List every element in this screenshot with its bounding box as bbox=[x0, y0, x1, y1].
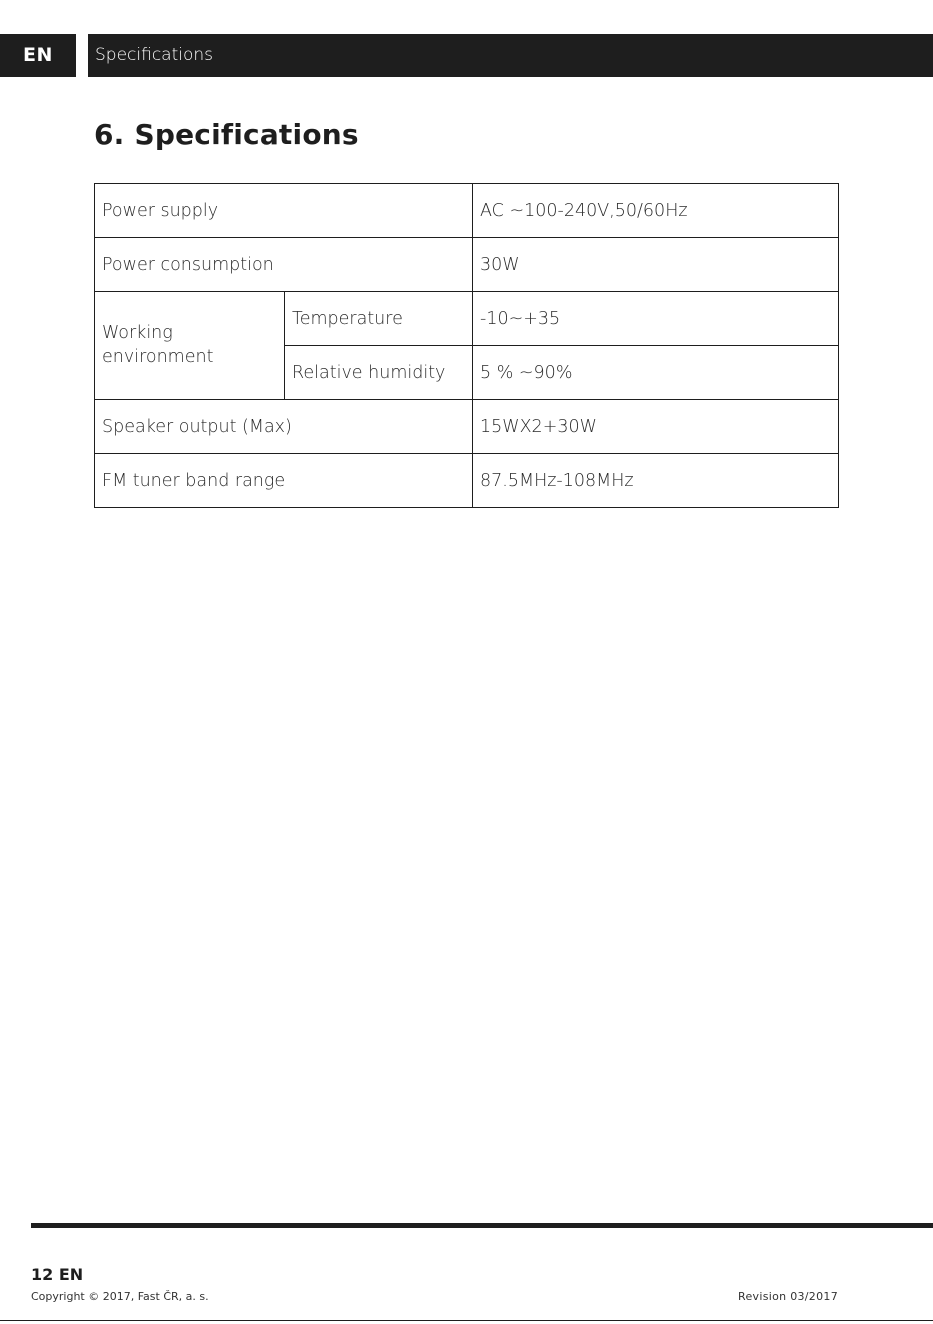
footer-divider bbox=[31, 1223, 933, 1228]
bottom-divider bbox=[0, 1320, 933, 1321]
fm-range-label: FM tuner band range bbox=[95, 454, 473, 508]
temperature-value: -10~+35 bbox=[473, 292, 839, 346]
revision-text: Revision 03/2017 bbox=[738, 1290, 838, 1303]
power-consumption-value: 30W bbox=[473, 238, 839, 292]
power-supply-value: AC ~100-240V,50/60Hz bbox=[473, 184, 839, 238]
table-row bbox=[95, 292, 839, 346]
table-row bbox=[95, 184, 839, 238]
speaker-output-value: 15WX2+30W bbox=[473, 400, 839, 454]
copyright-text: Copyright © 2017, Fast ČR, a. s. bbox=[31, 1290, 209, 1303]
page-title: 6. Specifications bbox=[94, 118, 359, 151]
humidity-value: 5 % ~90% bbox=[473, 346, 839, 400]
table-row bbox=[95, 400, 839, 454]
section-label: Specifications bbox=[88, 34, 933, 77]
header-bar bbox=[0, 34, 933, 77]
specifications-table bbox=[94, 183, 839, 508]
fm-range-value: 87.5MHz-108MHz bbox=[473, 454, 839, 508]
speaker-output-label: Speaker output (Max) bbox=[95, 400, 473, 454]
power-consumption-label: Power consumption bbox=[95, 238, 473, 292]
working-environment-label: Working environment bbox=[95, 292, 285, 400]
table-row bbox=[95, 454, 839, 508]
language-badge: EN bbox=[0, 34, 76, 77]
power-supply-label: Power supply bbox=[95, 184, 473, 238]
humidity-label: Relative humidity bbox=[285, 346, 473, 400]
table-row bbox=[95, 238, 839, 292]
page-number: 12 EN bbox=[31, 1265, 84, 1284]
temperature-label: Temperature bbox=[285, 292, 473, 346]
